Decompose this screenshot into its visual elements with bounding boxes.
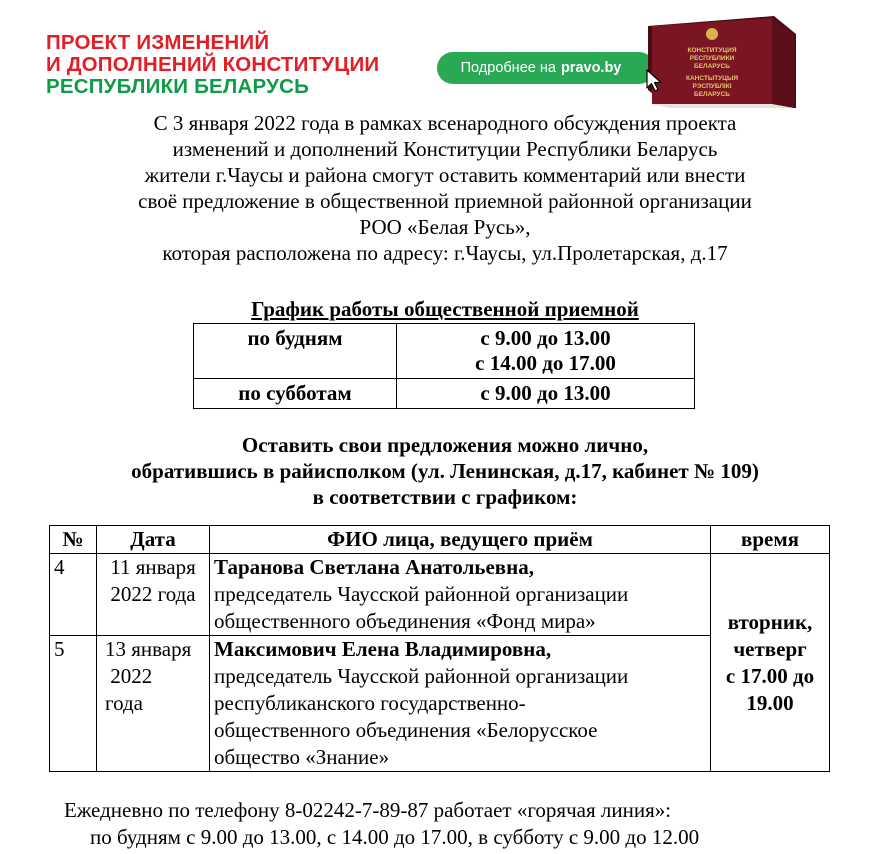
schedule-day: по субботам bbox=[194, 379, 397, 409]
table-row bbox=[50, 554, 830, 636]
header-num: № bbox=[50, 526, 97, 554]
row-date-line: 2022 bbox=[105, 664, 153, 688]
row-person-name: Таранова Светлана Анатольевна, bbox=[214, 555, 534, 579]
banner-title bbox=[46, 32, 379, 98]
intro-line: С 3 января 2022 года в рамках всенародного обсуждения проекта bbox=[153, 111, 737, 135]
schedule-time-1: с 9.00 до 13.00 bbox=[480, 381, 611, 405]
row-date bbox=[97, 554, 210, 636]
row-fio bbox=[210, 554, 711, 636]
hotline-line-1: Ежедневно по телефону 8-02242-7-89-87 работает «горячая линия»: bbox=[64, 798, 672, 822]
row-person-desc: общественного объединения «Фонд мира» bbox=[214, 609, 596, 633]
time-line: вторник, bbox=[727, 609, 813, 634]
intro-line: своё предложение в общественной приемной районной организации bbox=[138, 189, 752, 213]
pravo-button-text: Подробнее на bbox=[460, 60, 556, 76]
banner-title-line1: ПРОЕКТ ИЗМЕНЕНИЙ bbox=[46, 31, 270, 54]
schedule-day: по будням bbox=[194, 324, 397, 379]
banner-title-line2: И ДОПОЛНЕНИЙ КОНСТИТУЦИИ bbox=[46, 53, 380, 76]
reception-table bbox=[49, 525, 830, 772]
time-line: 19.00 bbox=[746, 690, 794, 715]
row-person-desc: председатель Чаусской районной организации bbox=[214, 582, 629, 606]
mouse-cursor-icon bbox=[645, 68, 663, 92]
row-date-line: 11 января bbox=[110, 555, 196, 579]
row-person-desc: председатель Чаусской районной организации bbox=[214, 664, 629, 688]
book-line-2: РЕСПУБЛИКИ bbox=[689, 55, 735, 62]
row-date bbox=[97, 636, 210, 772]
book-line-4: КАНСТЫТУЦЫЯ bbox=[685, 75, 739, 82]
schedule-row bbox=[194, 379, 695, 409]
intro-line: РОО «Белая Русь», bbox=[359, 215, 531, 239]
schedule-row bbox=[194, 324, 695, 379]
book-line-3: БЕЛАРУСЬ bbox=[694, 63, 730, 70]
intro-text bbox=[60, 110, 830, 266]
book-line-6: БЕЛАРУСЬ bbox=[694, 91, 730, 98]
row-person-desc: республиканского государственно- bbox=[214, 691, 526, 715]
reception-time bbox=[711, 554, 830, 772]
schedule-time-1: с 9.00 до 13.00 bbox=[480, 326, 611, 350]
row-person-name: Максимович Елена Владимировна, bbox=[214, 637, 552, 661]
offer-line: обратившись в райисполком (ул. Ленинская, д.17, кабинет № 109) bbox=[131, 459, 759, 483]
intro-line: изменений и дополнений Конституции Республики Беларусь bbox=[172, 137, 718, 161]
row-date-line: года bbox=[105, 691, 143, 715]
row-num: 5 bbox=[50, 636, 97, 772]
reception-header-row bbox=[50, 526, 830, 554]
schedule-title: График работы общественной приемной bbox=[251, 297, 639, 321]
pravo-button-site: pravo.by bbox=[560, 60, 622, 76]
banner bbox=[0, 0, 870, 108]
hotline-text bbox=[40, 797, 860, 851]
banner-title-line3: РЕСПУБЛИКИ БЕЛАРУСЬ bbox=[46, 75, 310, 98]
constitution-book-icon bbox=[646, 12, 798, 108]
row-date-line: 13 января bbox=[105, 637, 192, 661]
header-time: время bbox=[711, 526, 830, 554]
book-line-1: КОНСТИТУЦИЯ bbox=[687, 47, 737, 54]
row-fio bbox=[210, 636, 711, 772]
book-line-5: РЭСПУБЛІКІ bbox=[692, 83, 732, 90]
pravo-by-button[interactable] bbox=[437, 52, 655, 84]
row-num: 4 bbox=[50, 554, 97, 636]
offer-line: Оставить свои предложения можно лично, bbox=[241, 433, 649, 457]
row-person-desc: общество «Знание» bbox=[214, 745, 390, 769]
schedule-time-2: с 14.00 до 17.00 bbox=[475, 351, 616, 375]
row-person-desc: общественного объединения «Белорусское bbox=[214, 718, 598, 742]
hotline-line-2: по будням с 9.00 до 13.00, с 14.00 до 17.00, в субботу с 9.00 до 12.00 bbox=[90, 825, 700, 849]
schedule-time bbox=[397, 379, 695, 409]
schedule-time bbox=[397, 324, 695, 379]
intro-line: жители г.Чаусы и района смогут оставить комментарий или внести bbox=[144, 163, 746, 187]
offer-text bbox=[30, 432, 860, 510]
time-line: четверг bbox=[733, 636, 807, 661]
schedule-table bbox=[193, 323, 695, 409]
time-line: с 17.00 до bbox=[725, 663, 815, 688]
row-date-line: 2022 года bbox=[110, 582, 196, 606]
intro-line: которая расположена по адресу: г.Чаусы, ул.Пролетарская, д.17 bbox=[162, 241, 728, 265]
header-fio: ФИО лица, ведущего приём bbox=[210, 526, 711, 554]
offer-line: в соответствии с графиком: bbox=[312, 485, 578, 509]
header-date: Дата bbox=[97, 526, 210, 554]
